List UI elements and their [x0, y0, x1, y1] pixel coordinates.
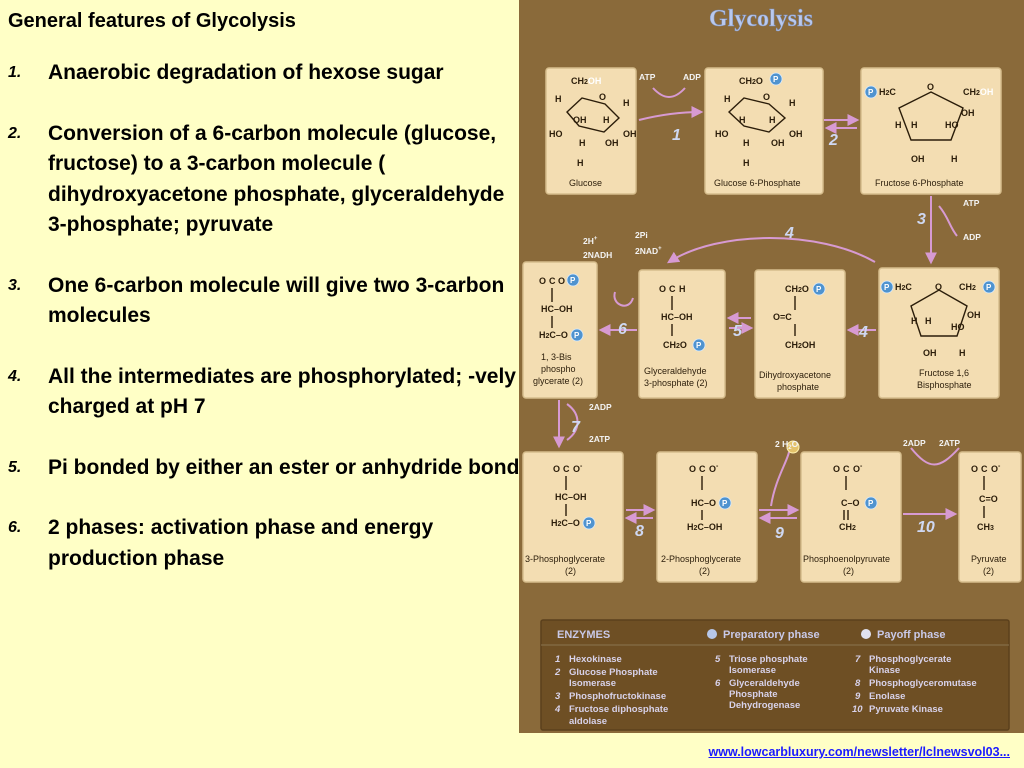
enzymes-header: ENZYMES	[557, 629, 611, 641]
svg-text:HC–OH: HC–OH	[541, 304, 573, 314]
svg-text:6: 6	[715, 678, 721, 689]
3-phosphoglycerate-box	[523, 452, 623, 582]
step-number-3: 3	[917, 211, 926, 228]
svg-text:H: H	[603, 115, 610, 125]
pep-label-2: (2)	[843, 566, 854, 576]
pyruvate-label-2: (2)	[983, 566, 994, 576]
feature-item	[8, 58, 520, 89]
svg-text:OH: OH	[923, 348, 937, 358]
glycolysis-diagram	[519, 0, 1024, 733]
svg-text:O-: O-	[709, 463, 719, 474]
svg-text:Isomerase: Isomerase	[729, 665, 777, 676]
bpg-label-2: phospho	[541, 364, 576, 374]
pyruvate-label-1: Pyruvate	[971, 554, 1007, 564]
svg-text:C: C	[563, 464, 570, 474]
svg-text:H: H	[743, 138, 750, 148]
step-number-6: 6	[618, 321, 627, 338]
svg-text:OH: OH	[789, 129, 803, 139]
feature-text: Conversion of a 6-carbon molecule (glucose, fructose) to a 3-carbon molecule ( dihydroxyacetone phosphate, glyceraldehyde 3-phosphate; pyruvate	[48, 121, 505, 236]
svg-text:P: P	[773, 75, 779, 84]
source-link[interactable]: www.lowcarbluxury.com/newsletter/lclnewsvol03...	[708, 745, 1010, 759]
svg-text:OH: OH	[961, 108, 975, 118]
svg-text:Glyceraldehyde: Glyceraldehyde	[729, 678, 800, 689]
step-number-5: 5	[733, 323, 742, 340]
step-number-4: 4	[785, 225, 794, 242]
feature-text: One 6-carbon molecule will give two 3-carbon molecules	[48, 273, 505, 327]
svg-text:C: C	[669, 284, 676, 294]
svg-text:H: H	[679, 284, 686, 294]
svg-text:CH2O: CH2O	[663, 340, 687, 350]
svg-text:OH: OH	[967, 310, 981, 320]
diagram-title: Glycolysis	[709, 6, 814, 32]
g6p-label: Glucose 6-Phosphate	[714, 178, 801, 188]
adp-label-step1: ADP	[683, 72, 701, 82]
svg-text:P: P	[722, 499, 728, 508]
g3p-label-2: 3-phosphate (2)	[644, 378, 708, 388]
svg-text:aldolase: aldolase	[569, 716, 608, 727]
svg-text:O=C: O=C	[773, 312, 792, 322]
svg-text:H: H	[895, 120, 902, 130]
svg-text:P: P	[586, 519, 592, 528]
adp-label-step7: 2ADP	[589, 402, 612, 412]
svg-text:H: H	[739, 115, 746, 125]
svg-text:CH2O: CH2O	[785, 284, 809, 294]
svg-text:HC–OH: HC–OH	[555, 492, 587, 502]
svg-text:CH3: CH3	[977, 522, 994, 532]
dhap-label-2: phosphate	[777, 382, 820, 392]
feature-item	[8, 453, 520, 484]
svg-text:O: O	[927, 82, 935, 92]
glyceraldehyde-3-phosphate-box	[639, 270, 725, 398]
svg-text:O: O	[599, 92, 607, 102]
svg-text:O: O	[689, 464, 697, 474]
svg-text:Pyruvate Kinase: Pyruvate Kinase	[869, 704, 943, 715]
features-panel	[8, 8, 520, 604]
svg-text:Fructose diphosphate: Fructose diphosphate	[569, 704, 669, 715]
svg-text:Enolase: Enolase	[869, 691, 906, 702]
svg-text:H: H	[769, 115, 776, 125]
svg-text:O-: O-	[991, 463, 1001, 474]
feature-number: 6.	[8, 519, 22, 536]
step-number-2: 2	[829, 132, 838, 149]
svg-text:OH: OH	[623, 129, 637, 139]
svg-text:P: P	[884, 283, 890, 292]
bpg-label-3: glycerate (2)	[533, 376, 584, 386]
svg-text:O: O	[539, 276, 547, 286]
svg-text:Hexokinase: Hexokinase	[569, 654, 622, 665]
step-number-4b: 4	[859, 324, 868, 341]
svg-text:7: 7	[855, 654, 861, 665]
feature-number: 1.	[8, 64, 22, 81]
feature-text: 2 phases: activation phase and energy production phase	[48, 516, 434, 570]
svg-text:C: C	[549, 276, 556, 286]
svg-text:H: H	[579, 138, 586, 148]
feature-number: 5.	[8, 458, 22, 476]
adp-label-step3: ADP	[963, 232, 981, 242]
nadh-label: 2NADH	[583, 250, 613, 260]
dhap-label-1: Dihydroxyacetone	[759, 370, 832, 380]
step-number-9: 9	[775, 525, 784, 542]
svg-text:HO: HO	[715, 129, 729, 139]
svg-text:H: H	[724, 94, 731, 104]
svg-text:C=O: C=O	[979, 494, 998, 504]
fructose-1-6-bisphosphate-box	[879, 268, 999, 398]
svg-text:Phosphoglyceromutase: Phosphoglyceromutase	[869, 678, 977, 689]
svg-text:O: O	[763, 92, 771, 102]
svg-text:4: 4	[555, 704, 561, 715]
nad-label: 2NAD+	[635, 246, 662, 256]
step-number-1: 1	[672, 127, 681, 144]
2pg-label-1: 2-Phosphoglycerate	[661, 554, 742, 564]
svg-text:H: H	[789, 98, 796, 108]
svg-text:HO: HO	[549, 129, 563, 139]
payoff-phase-dot-icon	[861, 629, 871, 639]
svg-text:Dehydrogenase: Dehydrogenase	[729, 700, 801, 711]
pyruvate-box	[959, 452, 1021, 582]
3pg-label-1: 3-Phosphoglycerate	[525, 554, 606, 564]
svg-text:P: P	[868, 88, 874, 97]
pep-label-1: Phosphoenolpyruvate	[803, 554, 891, 564]
feature-item	[8, 271, 520, 332]
svg-text:O-: O-	[853, 463, 863, 474]
feature-item	[8, 362, 520, 423]
svg-text:C: C	[699, 464, 706, 474]
glucose-6-phosphate-box	[705, 68, 823, 194]
svg-text:HO: HO	[945, 120, 959, 130]
legend-preparatory-phase: Preparatory phase	[723, 629, 820, 641]
svg-text:H: H	[577, 158, 584, 168]
svg-text:1: 1	[555, 654, 561, 665]
atp-label-step1: ATP	[639, 72, 656, 82]
f16bp-label-1: Fructose 1,6	[919, 368, 970, 378]
svg-text:H: H	[925, 316, 932, 326]
svg-text:P: P	[816, 285, 822, 294]
bisphosphoglycerate-box	[523, 262, 597, 398]
svg-text:OH: OH	[911, 154, 925, 164]
svg-text:O-: O-	[573, 463, 583, 474]
svg-text:P: P	[574, 331, 580, 340]
h2-label: 2H+	[583, 236, 598, 246]
bpg-label-1: 1, 3-Bis	[541, 352, 572, 362]
svg-text:P: P	[868, 499, 874, 508]
svg-text:O: O	[659, 284, 667, 294]
svg-text:H: H	[623, 98, 630, 108]
feature-number: 3.	[8, 276, 22, 294]
legend-payoff-phase: Payoff phase	[877, 629, 946, 641]
svg-text:Isomerase: Isomerase	[569, 678, 617, 689]
svg-text:Glucose Phosphate: Glucose Phosphate	[569, 667, 658, 678]
step-number-7: 7	[571, 419, 580, 436]
svg-text:OH: OH	[605, 138, 619, 148]
step-number-10: 10	[917, 519, 935, 536]
atp-label-step7: 2ATP	[589, 434, 611, 444]
g3p-label-1: Glyceraldehyde	[644, 366, 707, 376]
svg-text:P: P	[986, 283, 992, 292]
pi-label: 2Pi	[635, 230, 648, 240]
svg-text:P: P	[570, 276, 576, 285]
feature-text: Anaerobic degradation of hexose sugar	[48, 61, 444, 84]
svg-text:HC–O: HC–O	[691, 498, 717, 508]
2pg-label-2: (2)	[699, 566, 710, 576]
fructose-6-phosphate-box	[861, 68, 1001, 194]
svg-text:CH2: CH2	[839, 522, 856, 532]
svg-text:O: O	[558, 276, 566, 286]
svg-text:O: O	[553, 464, 561, 474]
enzyme-list-col2	[715, 654, 808, 711]
svg-text:H: H	[911, 316, 918, 326]
svg-text:O: O	[833, 464, 841, 474]
feature-text: Pi bonded by either an ester or anhydride bond	[48, 455, 520, 479]
svg-text:C: C	[843, 464, 850, 474]
f6p-label: Fructose 6-Phosphate	[875, 178, 964, 188]
svg-text:H2C: H2C	[895, 282, 912, 292]
svg-text:5: 5	[715, 654, 721, 665]
svg-text:H2C–OH: H2C–OH	[687, 522, 723, 532]
svg-text:9: 9	[855, 691, 861, 702]
svg-text:O: O	[971, 464, 979, 474]
svg-text:O: O	[935, 282, 943, 292]
svg-text:C: C	[981, 464, 988, 474]
svg-text:CH2OH: CH2OH	[571, 76, 602, 86]
svg-text:CH2O: CH2O	[739, 76, 763, 86]
atp-label-step10: 2ATP	[939, 438, 961, 448]
svg-text:10: 10	[852, 704, 863, 715]
preparatory-phase-dot-icon	[707, 629, 717, 639]
svg-text:CH2: CH2	[959, 282, 976, 292]
svg-text:H: H	[555, 94, 562, 104]
svg-text:HO: HO	[951, 322, 965, 332]
features-title: General features of Glycolysis	[8, 10, 296, 32]
f16bp-label-2: Bisphosphate	[917, 380, 972, 390]
phosphoenolpyruvate-box	[801, 452, 901, 582]
feature-text: All the intermediates are phosphorylated; -vely charged at pH 7	[48, 364, 516, 418]
svg-text:Kinase: Kinase	[869, 665, 901, 676]
svg-text:Phosphofructokinase: Phosphofructokinase	[569, 691, 667, 702]
svg-text:Phosphate: Phosphate	[729, 689, 778, 700]
svg-text:OH: OH	[573, 115, 587, 125]
svg-text:H2C–O: H2C–O	[539, 330, 568, 340]
dihydroxyacetone-phosphate-box	[755, 270, 845, 398]
svg-text:HC–OH: HC–OH	[661, 312, 693, 322]
svg-text:3: 3	[555, 691, 561, 702]
water-label: 2 $H_2O$	[775, 439, 799, 451]
svg-text:H: H	[959, 348, 966, 358]
svg-text:C–O: C–O	[841, 498, 860, 508]
step-number-8: 8	[635, 523, 644, 540]
svg-text:H: H	[951, 154, 958, 164]
svg-text:2: 2	[555, 667, 561, 678]
svg-text:P: P	[696, 341, 702, 350]
svg-text:CH2OH: CH2OH	[785, 340, 816, 350]
glucose-box	[546, 68, 637, 194]
svg-text:H2C: H2C	[879, 87, 896, 97]
svg-text:H: H	[911, 120, 918, 130]
feature-item	[8, 119, 520, 241]
atp-label-step3: ATP	[963, 198, 980, 208]
adp-label-step10: 2ADP	[903, 438, 926, 448]
svg-text:OH: OH	[771, 138, 785, 148]
svg-text:H2C–O: H2C–O	[551, 518, 580, 528]
svg-text:CH2OH: CH2OH	[963, 87, 994, 97]
feature-number: 2.	[8, 124, 22, 142]
svg-text:H: H	[743, 158, 750, 168]
3pg-label-2: (2)	[565, 566, 576, 576]
svg-text:Phosphoglycerate: Phosphoglycerate	[869, 654, 952, 665]
svg-text:Triose phosphate: Triose phosphate	[729, 654, 808, 665]
2-phosphoglycerate-box	[657, 452, 757, 582]
feature-item	[8, 513, 520, 574]
feature-number: 4.	[8, 367, 22, 385]
glucose-label: Glucose	[569, 178, 603, 188]
svg-text:8: 8	[855, 678, 861, 689]
